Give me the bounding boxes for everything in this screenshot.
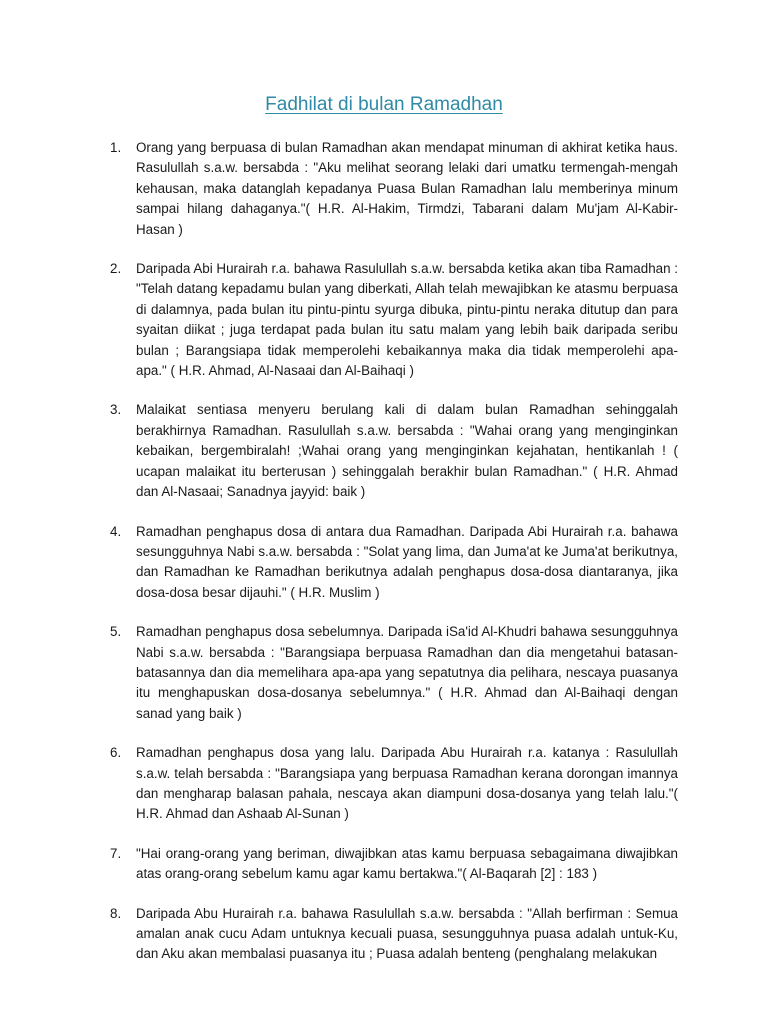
page-title: Fadhilat di bulan Ramadhan	[265, 94, 503, 115]
list-item-text: Ramadhan penghapus dosa di antara dua Ramadhan. Daripada Abi Hurairah r.a. bahawa sesungguhnya Nabi s.a.w. bersabda : "Solat yang lima, dan Juma'at ke Juma'at berikutnya, dan Ramadhan ke Ramadhan berikutnya adalah penghapus dosa-dosa diantaranya, jika dosa-dosa besar dijauhi." ( H.R. Muslim )	[136, 523, 678, 600]
list-item-text: Daripada Abi Hurairah r.a. bahawa Rasulullah s.a.w. bersabda ketika akan tiba Ramadhan : "Telah datang kepadamu bulan yang diberkati, Allah telah mewajibkan ke atasmu berpuasa di dalamnya, pada bulan itu pintu-pintu syurga dibuka, pintu-pintu neraka ditutup dan para syaitan diikat ; juga terdapat pada bulan itu satu malam yang lebih baik daripada seribu bulan ; Barangsiapa tidak memperolehi kebaikannya maka dia tidak memperolehi apa-apa." ( H.R. Ahmad, Al-Nasaai dan Al-Baihaqi )	[136, 261, 678, 379]
list-item-number: 4.	[110, 523, 122, 539]
list-item-number: 2.	[110, 261, 122, 277]
list-item	[110, 400, 678, 502]
list-item-text: Malaikat sentiasa menyeru berulang kali di dalam bulan Ramadhan sehinggalah berakhirnya Ramadhan. Rasulullah s.a.w. bersabda : "Wahai orang yang menginginkan kebaikan, bergembiralah! ;Wahai orang yang menginginkan kejahatan, hentikanlah ! ( ucapan malaikat itu berterusan ) sehinggalah berakhir bulan Ramadhan." ( H.R. Ahmad dan Al-Nasaai; Sanadnya jayyid: baik )	[136, 402, 678, 500]
list-item-text: Ramadhan penghapus dosa sebelumnya. Daripada iSa'id Al-Khudri bahawa sesungguhnya Nabi s.a.w. bersabda : "Barangsiapa berpuasa Ramadhan dan dia mengetahui batasan-batasannya dan dia memelihara apa-apa yang sepatutnya dia pelihara, nescaya puasanya itu menghapuskan dosa-dosanya sebelumnya." ( H.R. Ahmad dan Al-Baihaqi dengan sanad yang baik )	[136, 624, 678, 721]
list-item	[110, 904, 678, 965]
list-item	[110, 844, 678, 885]
list-item-text: Ramadhan penghapus dosa yang lalu. Daripada Abu Hurairah r.a. katanya : Rasulullah s.a.w. telah bersabda : "Barangsiapa yang berpuasa Ramadhan kerana dorongan imannya dan mengharap balasan pahala, nescaya akan diampuni dosa-dosanya yang telah lalu."( H.R. Ahmad dan Ashaab Al-Sunan )	[136, 745, 678, 822]
list-item	[110, 138, 678, 240]
list-item	[110, 743, 678, 825]
list-item-text: Daripada Abu Hurairah r.a. bahawa Rasulullah s.a.w. bersabda : "Allah berfirman : Semua amalan anak cucu Adam untuknya kecuali puasa, sesungguhnya puasa adalah untuk-Ku, dan Aku akan membalasi puasanya itu ; Puasa adalah benteng (penghalang melakukan	[136, 905, 678, 962]
list-item-number: 3.	[110, 402, 122, 418]
virtues-list	[110, 138, 678, 984]
list-item-number: 8.	[110, 905, 122, 921]
list-item-number: 6.	[110, 745, 122, 761]
list-item-text: Orang yang berpuasa di bulan Ramadhan akan mendapat minuman di akhirat ketika haus. Rasulullah s.a.w. bersabda : "Aku melihat seorang lelaki dari umatku termengah-mengah kehausan, maka datanglah kepadanya Puasa Bulan Ramadhan lalu memberinya minum sampai hilang dahaganya."( H.R. Al-Hakim, Tirmdzi, Tabarani dalam Mu'jam Al-Kabir-Hasan )	[136, 140, 678, 237]
list-item	[110, 522, 678, 604]
list-item-number: 1.	[110, 140, 122, 155]
list-item-number: 5.	[110, 624, 122, 640]
list-item	[110, 622, 678, 724]
list-item	[110, 259, 678, 381]
list-item-text: "Hai orang-orang yang beriman, diwajibkan atas kamu berpuasa sebagaimana diwajibkan atas orang-orang sebelum kamu agar kamu bertakwa."( Al-Baqarah [2] : 183 )	[136, 845, 678, 882]
list-item-number: 7.	[110, 845, 122, 861]
